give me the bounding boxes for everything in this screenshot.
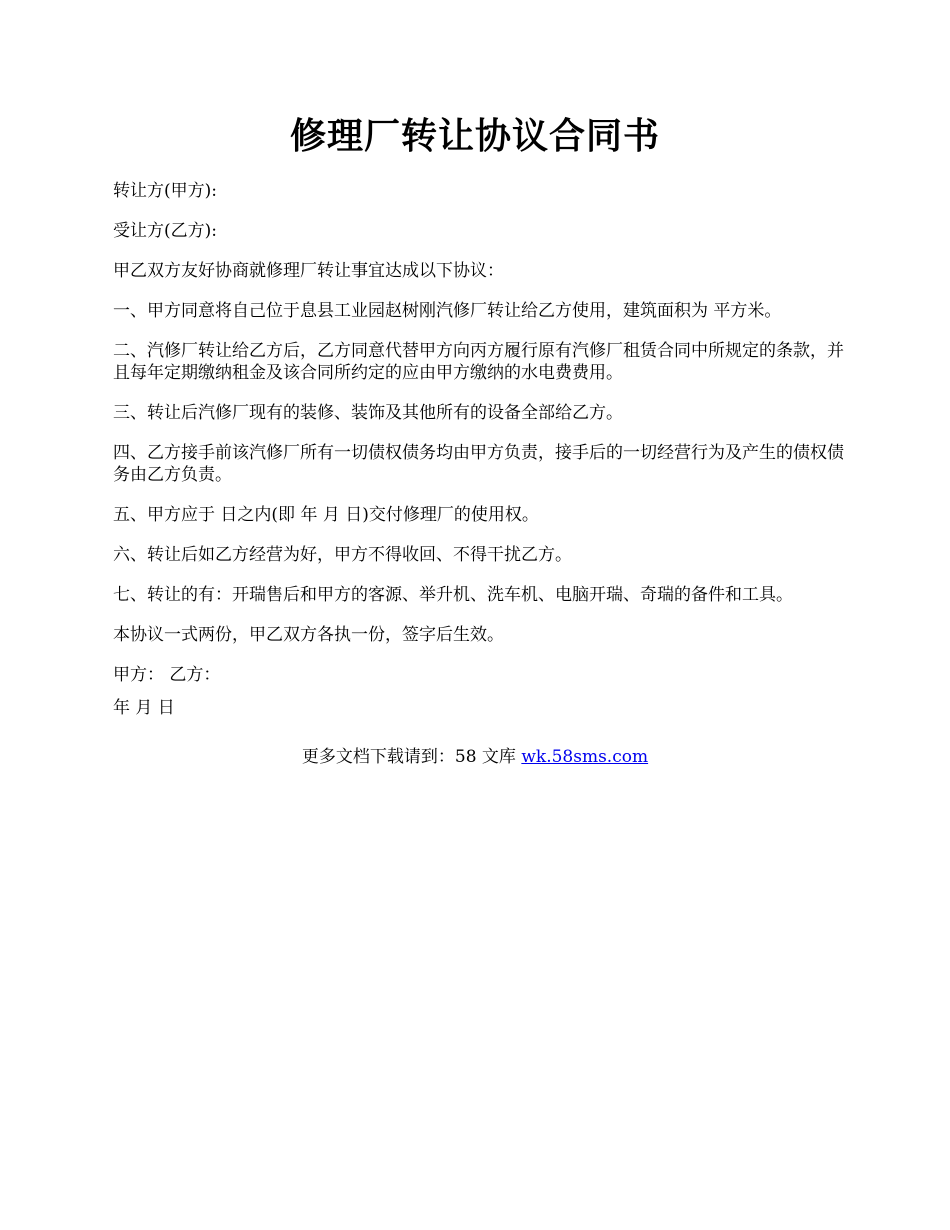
effect-statement: 本协议一式两份，甲乙双方各执一份，签字后生效。 bbox=[113, 625, 504, 645]
footer-prefix: 更多文档下载请到：58 文库 bbox=[301, 747, 522, 767]
party-a-line: 转让方(甲方): bbox=[113, 181, 217, 201]
clause-4: 四、乙方接手前该汽修厂所有一切债权债务均由甲方负责，接手后的一切经营行为及产生的债权债务由乙方负责。 bbox=[113, 443, 844, 485]
clause-5: 五、甲方应于 日之内(即 年 月 日)交付修理厂的使用权。 bbox=[113, 505, 539, 525]
download-footer bbox=[0, 746, 950, 768]
clause-6: 六、转让后如乙方经营为好，甲方不得收回、不得干扰乙方。 bbox=[113, 545, 572, 565]
document-title: 修理厂转让协议合同书 bbox=[289, 115, 660, 157]
clause-7: 七、转让的有：开瑞售后和甲方的客源、举升机、洗车机、电脑开瑞、奇瑞的备件和工具。 bbox=[113, 585, 793, 605]
footer-link[interactable]: wk.58sms.com bbox=[521, 747, 649, 767]
date-line: 年 月 日 bbox=[113, 698, 175, 718]
party-b-line: 受让方(乙方): bbox=[113, 221, 217, 241]
clause-1: 一、甲方同意将自己位于息县工业园赵树刚汽修厂转让给乙方使用，建筑面积为 平方米。 bbox=[113, 301, 782, 321]
clause-2: 二、汽修厂转让给乙方后，乙方同意代替甲方向丙方履行原有汽修厂租赁合同中所规定的条款，并且每年定期缴纳租金及该合同所约定的应由甲方缴纳的水电费费用。 bbox=[113, 341, 844, 383]
signature-line: 甲方： 乙方： bbox=[113, 665, 221, 685]
clause-3: 三、转让后汽修厂现有的装修、装饰及其他所有的设备全部给乙方。 bbox=[113, 403, 623, 423]
intro-paragraph: 甲乙双方友好协商就修理厂转让事宜达成以下协议： bbox=[113, 261, 504, 281]
document-body bbox=[113, 180, 853, 737]
